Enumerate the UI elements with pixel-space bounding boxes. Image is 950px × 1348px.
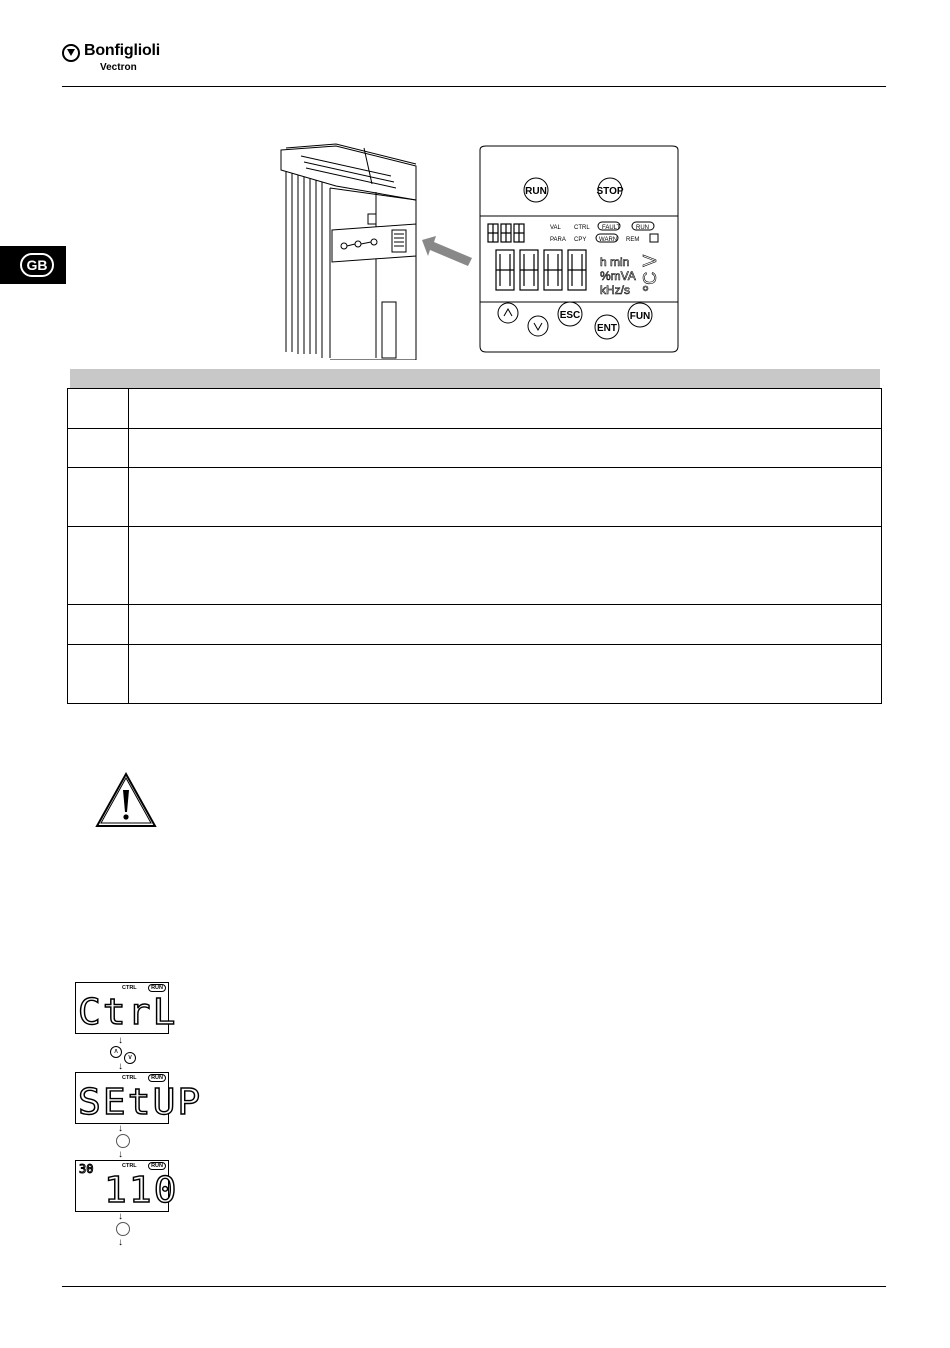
language-tab: [0, 246, 66, 284]
row-number: [68, 527, 129, 605]
val-indicator: VAL: [550, 225, 561, 231]
ent-key-label[interactable]: ENT: [597, 323, 617, 334]
row-number: [68, 605, 129, 645]
down-arrow-icon: ↓: [118, 1061, 123, 1072]
ctrl-indicator: CTRL: [574, 225, 590, 231]
logo-subbrand: Vectron: [100, 62, 137, 73]
lcd-main-text: CtrL: [78, 992, 178, 1033]
arrow-icon: [422, 236, 472, 266]
down-arrow-icon: ↓: [118, 1237, 123, 1248]
run-indicator: RUN: [636, 225, 649, 231]
down-arrow-icon: ↓: [118, 1149, 123, 1160]
row-text: [129, 429, 882, 468]
table-row: [68, 468, 882, 527]
lcd-run-label: RUN: [148, 984, 166, 992]
logo-mark-icon: [62, 44, 80, 62]
unit-khz-s: kHz/s: [600, 283, 630, 297]
table-row: [68, 389, 882, 429]
description-table: [67, 388, 882, 704]
fault-indicator: FAULT: [602, 225, 621, 231]
logo-brand: Bonfiglioli: [84, 42, 161, 59]
up-key-icon[interactable]: ∧: [110, 1046, 122, 1058]
row-text: [129, 468, 882, 527]
rem-indicator: REM: [626, 237, 640, 243]
row-text: [129, 605, 882, 645]
lcd-main-text: SEtUP: [78, 1082, 203, 1123]
row-text: [129, 389, 882, 429]
down-key-icon[interactable]: ∨: [124, 1052, 136, 1064]
row-text: [129, 527, 882, 605]
table-header-bar: [70, 369, 880, 388]
inverter-device: [281, 144, 416, 360]
lcd-ctrl-label: CTRL: [122, 1163, 137, 1169]
down-arrow-icon: ↓: [118, 1211, 123, 1222]
row-number: [68, 468, 129, 527]
lcd-ctrl-label: CTRL: [122, 1075, 137, 1081]
ent-key-icon[interactable]: [116, 1222, 130, 1236]
lcd-main-text: 110: [104, 1170, 179, 1211]
keypad-figure: [276, 140, 686, 360]
lcd-run-label: RUN: [148, 1074, 166, 1082]
bonfiglioli-logo: [62, 42, 202, 82]
row-number: [68, 389, 129, 429]
lcd-screen-setup: [75, 1072, 203, 1124]
para-indicator: PARA: [550, 237, 566, 243]
footer-rule: [62, 1286, 886, 1287]
row-text: [129, 645, 882, 704]
lcd-run-label: RUN: [148, 1162, 166, 1170]
unit-percent-mva: %mVA: [600, 269, 636, 283]
lcd-ctrl-label: CTRL: [122, 985, 137, 991]
table-row: [68, 645, 882, 704]
row-number: [68, 645, 129, 704]
row-number: [68, 429, 129, 468]
lcd-screen-ctrl: [75, 982, 178, 1034]
warning-icon: [94, 770, 158, 830]
table-row: [68, 429, 882, 468]
unit-h-min: h min: [600, 255, 630, 269]
lcd-small-text: 30: [79, 1162, 94, 1176]
lcd-screen-param: [75, 1160, 179, 1212]
table-row: [68, 527, 882, 605]
fun-key-label[interactable]: FUN: [629, 311, 651, 322]
run-key-label[interactable]: RUN: [525, 186, 547, 197]
ent-key-icon[interactable]: [116, 1134, 130, 1148]
esc-key-label[interactable]: ESC: [559, 310, 581, 321]
cpy-indicator: CPY: [574, 237, 587, 243]
language-tab-label: GB: [20, 253, 54, 277]
table-row: [68, 605, 882, 645]
stop-key-label[interactable]: STOP: [596, 186, 624, 197]
warn-indicator: WARN: [599, 237, 618, 243]
down-arrow-icon: ↓: [118, 1035, 123, 1046]
header-rule: [62, 86, 886, 87]
down-arrow-icon: ↓: [118, 1123, 123, 1134]
unit-celsius-volt: °C V: [640, 254, 660, 292]
